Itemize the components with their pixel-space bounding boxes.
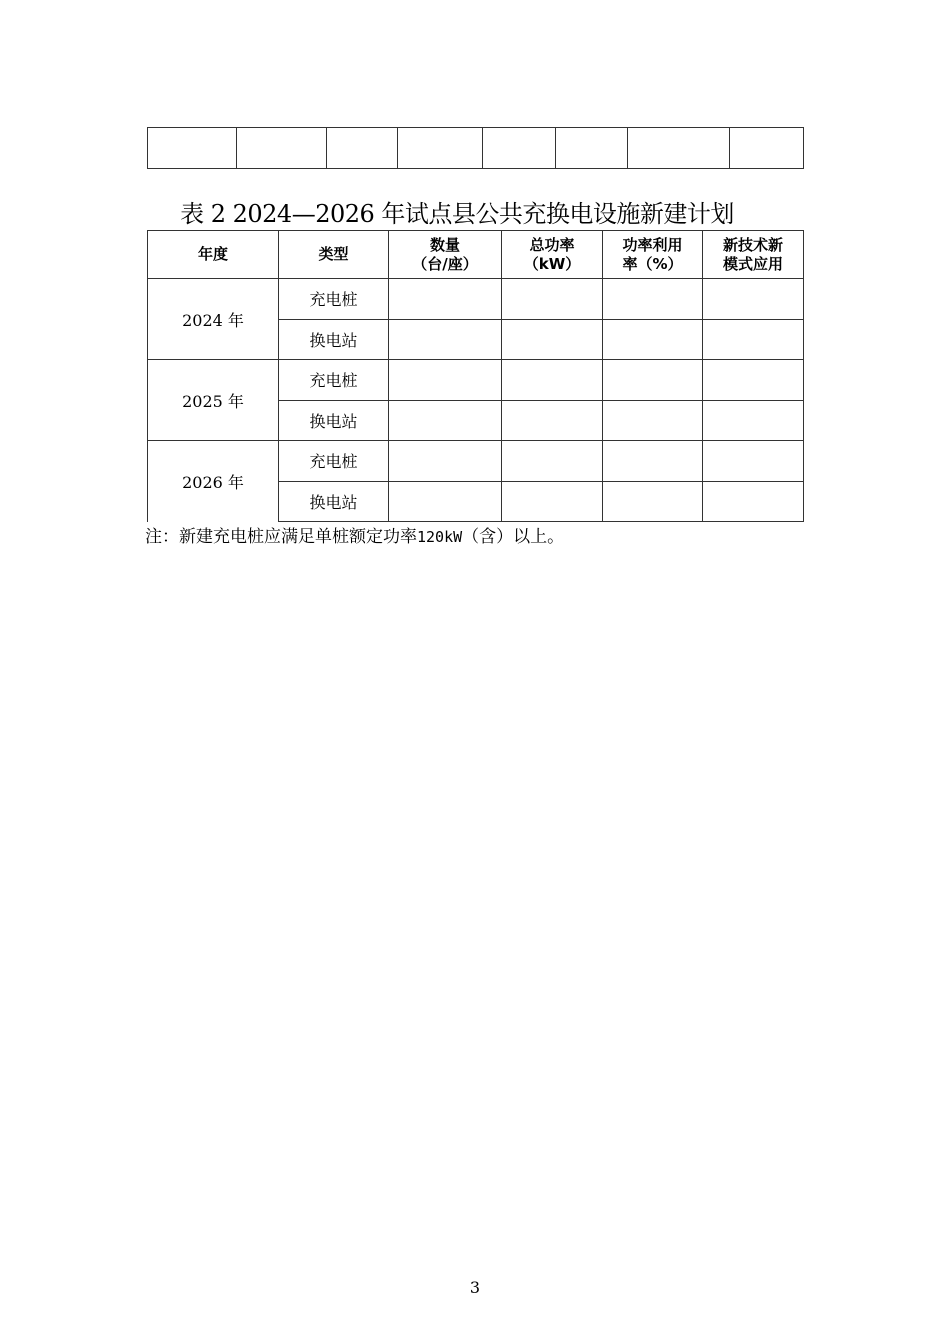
table-cell xyxy=(237,128,327,169)
header-new-tech-model: 新技术新 模式应用 xyxy=(703,231,804,279)
table-cell xyxy=(603,279,703,320)
table-cell xyxy=(603,319,703,360)
type-cell: 换电站 xyxy=(279,481,389,522)
table-cell xyxy=(703,319,804,360)
note-prefix: 注：新建充电桩应满足单桩额定功率 xyxy=(145,527,417,547)
header-quantity: 数量 （台/座） xyxy=(389,231,502,279)
table-cell xyxy=(389,441,502,482)
table-row xyxy=(148,128,804,169)
table-cell xyxy=(556,128,628,169)
header-year: 年度 xyxy=(148,231,279,279)
type-cell: 换电站 xyxy=(279,319,389,360)
previous-table-fragment xyxy=(147,127,804,169)
type-cell: 充电桩 xyxy=(279,279,389,320)
table-cell xyxy=(389,360,502,401)
year-cell: 2025 年 xyxy=(148,360,279,441)
type-cell: 充电桩 xyxy=(279,441,389,482)
table-cell xyxy=(389,400,502,441)
table-note xyxy=(145,524,564,550)
table-cell xyxy=(502,400,603,441)
type-cell: 充电桩 xyxy=(279,360,389,401)
year-cell: 2024 年 xyxy=(148,279,279,360)
table-cell xyxy=(603,481,703,522)
table-header-row xyxy=(148,231,804,279)
table-cell xyxy=(502,279,603,320)
note-suffix: （含）以上。 xyxy=(462,527,565,547)
table-cell xyxy=(703,360,804,401)
table-cell xyxy=(148,128,237,169)
table-cell xyxy=(603,441,703,482)
type-cell: 换电站 xyxy=(279,400,389,441)
table-cell xyxy=(389,481,502,522)
construction-plan-table xyxy=(147,230,804,522)
table-cell xyxy=(502,481,603,522)
table-cell xyxy=(703,481,804,522)
year-cell: 2026 年 xyxy=(148,441,279,522)
table-cell xyxy=(628,128,730,169)
table-row xyxy=(148,279,804,320)
table-cell xyxy=(730,128,804,169)
note-power-value: 120kW xyxy=(417,528,463,546)
header-type: 类型 xyxy=(279,231,389,279)
table-cell xyxy=(703,441,804,482)
table-cell xyxy=(603,360,703,401)
table-cell xyxy=(483,128,556,169)
header-total-power: 总功率 （kW） xyxy=(502,231,603,279)
table-row xyxy=(148,360,804,401)
table-cell xyxy=(502,441,603,482)
table-cell xyxy=(603,400,703,441)
table-row xyxy=(148,441,804,482)
table-cell xyxy=(502,319,603,360)
table-cell xyxy=(502,360,603,401)
table-caption: 表 2 2024—2026 年试点县公共充换电设施新建计划 xyxy=(180,200,734,228)
table-cell xyxy=(703,279,804,320)
table-cell xyxy=(389,279,502,320)
table-cell xyxy=(398,128,483,169)
page-number: 3 xyxy=(469,1278,481,1297)
header-power-utilization: 功率利用 率（%） xyxy=(603,231,703,279)
table-cell xyxy=(327,128,398,169)
table-cell xyxy=(703,400,804,441)
table-cell xyxy=(389,319,502,360)
